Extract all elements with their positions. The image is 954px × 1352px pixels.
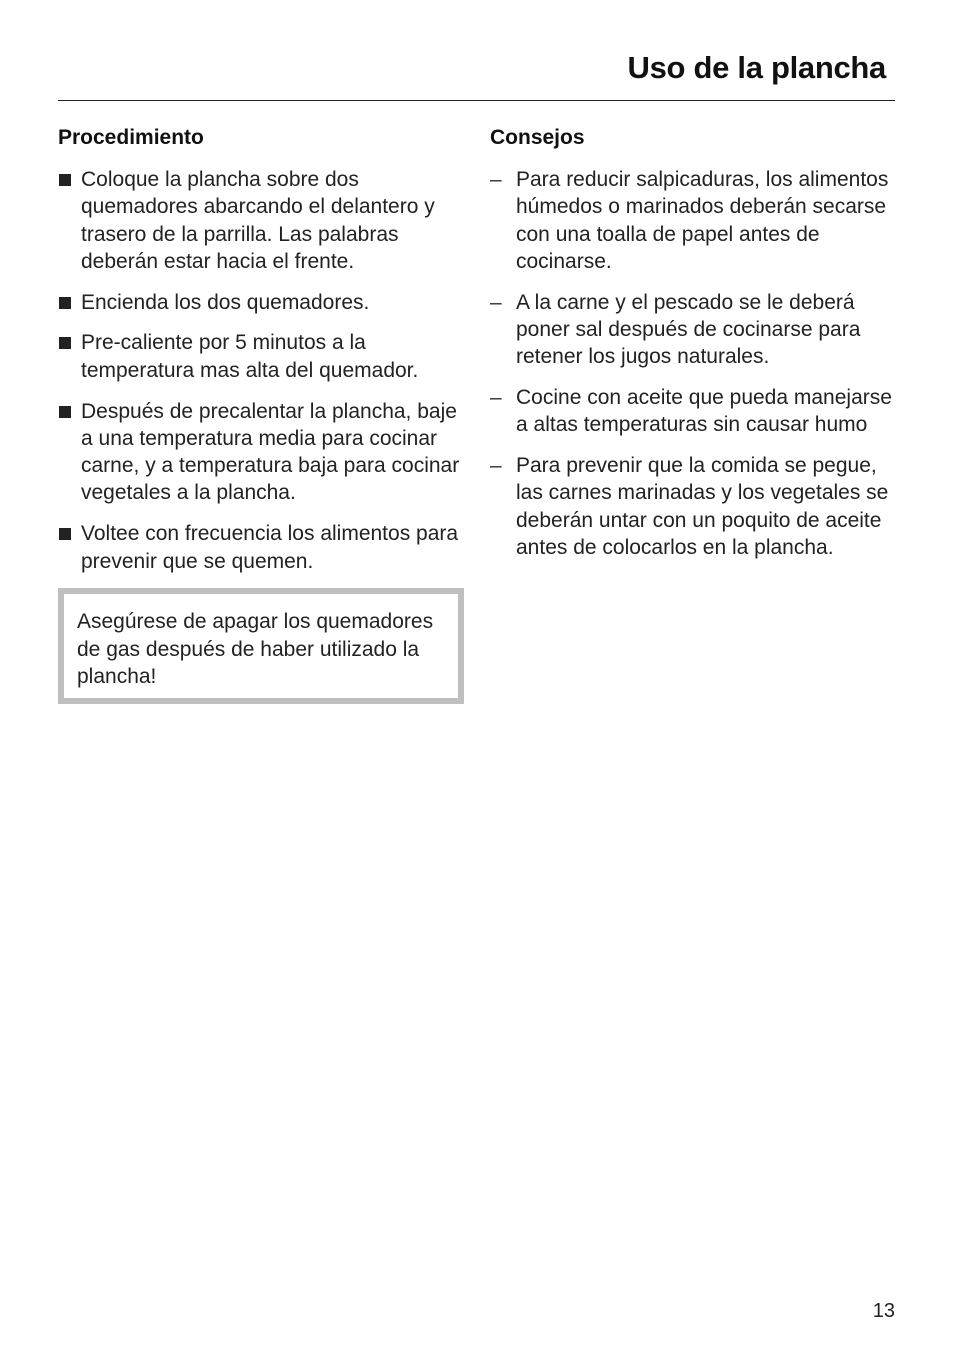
procedure-step	[58, 329, 464, 384]
square-bullet-icon	[59, 297, 71, 309]
dash-bullet-icon: –	[490, 386, 502, 410]
procedure-section	[58, 124, 464, 704]
procedure-step-text: Después de precalentar la plancha, baje a una temperatura media para cocinar carne, y a temperatura baja para cocinar vegetales a la plancha.	[81, 399, 460, 505]
tips-heading: Consejos	[490, 126, 585, 149]
warning-notice-text: Asegúrese de apagar los quemadores de gas después de haber utilizado la plancha!	[77, 610, 434, 688]
dash-bullet-icon: –	[490, 290, 502, 314]
tip-text: Para reducir salpicaduras, los alimentos húmedos o marinados deberán secarse con una toalla de papel antes de cocinarse.	[516, 168, 889, 273]
tip-text: A la carne y el pescado se le deberá poner sal después de cocinarse para retener los jugos naturales.	[516, 290, 861, 369]
page-title: Uso de la plancha	[627, 50, 886, 85]
procedure-step	[58, 166, 464, 275]
dash-bullet-icon: –	[490, 168, 502, 191]
tip-item	[490, 289, 900, 371]
square-bullet-icon	[59, 528, 71, 540]
tip-text: Para prevenir que la comida se pegue, las carnes marinadas y los vegetales se deberán untar con un poquito de aceite antes de colocarlos en la plancha.	[516, 454, 889, 560]
procedure-step-text: Coloque la plancha sobre dos quemadores abarcando el delantero y trasero de la parrilla. Las palabras deberán estar hacia el frente.	[81, 168, 435, 273]
tip-item	[490, 452, 900, 561]
square-bullet-icon	[59, 337, 71, 349]
dash-bullet-icon: –	[490, 454, 502, 478]
tips-list	[490, 166, 900, 561]
procedure-step-text: Pre-caliente por 5 minutos a la temperatura mas alta del quemador.	[81, 331, 419, 382]
warning-notice-box	[58, 588, 464, 704]
square-bullet-icon	[59, 174, 71, 186]
procedure-steps-list	[58, 166, 464, 575]
tips-section	[490, 124, 900, 575]
procedure-step	[58, 520, 464, 575]
tip-item	[490, 166, 900, 275]
title-divider	[58, 100, 895, 101]
tip-text: Cocine con aceite que pueda manejarse a altas temperaturas sin causar humo	[516, 386, 892, 437]
page-number: 13	[872, 1300, 895, 1322]
procedure-heading: Procedimiento	[58, 126, 204, 149]
procedure-step	[58, 289, 464, 316]
procedure-step-text: Encienda los dos quemadores.	[81, 290, 370, 314]
tip-item	[490, 384, 900, 439]
square-bullet-icon	[59, 406, 71, 418]
procedure-step	[58, 398, 464, 507]
procedure-step-text: Voltee con frecuencia los alimentos para prevenir que se quemen.	[81, 522, 459, 573]
